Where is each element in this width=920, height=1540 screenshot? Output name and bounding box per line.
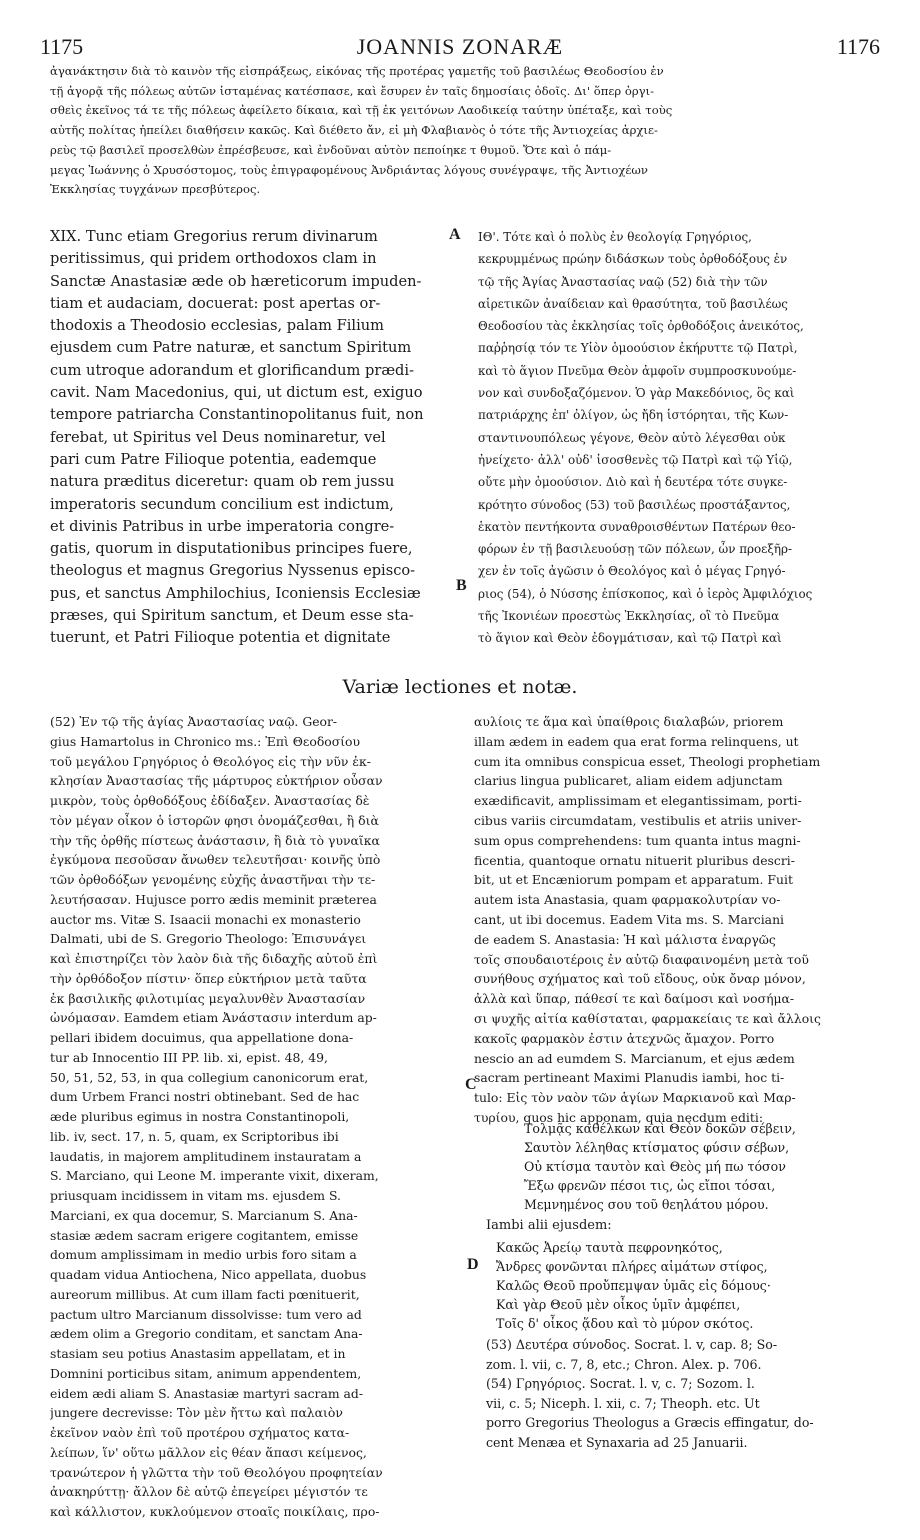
note-52-right-column: αυλίοις τε ἅμα καὶ ὑπαίθροις διαλαβών, priorem illam ædem in eadem qua erat forma relinquens, ut cum ita omnibus conspicua esset, Theologi prophetiam clarius lingua publicaret, aliam eidem adjunctam exædificavit, amplissimam et elegantissimam, porti- cibus variis circumdatam, vestibulis et atriis univer- sum opus comprehendens: tum quanta intus magni- ficentia, quantoque ornatu nituerit pluribus descri- bit, ut et Encæniorum pompam et apparatum. Fuit autem ista Anastasia, quam φαρμακολυτρίαν vo- cant, ut ibi docemus. Eadem Vita ms. S. Marciani de eadem S. Anastasia: Ἡ καὶ μάλιστα ἐναργῶς τοῖς σπουδαιοτέροις ἐν αὐτῷ διαφαινομένη μετὰ τοῦ συνήθους σχήματος καὶ τοῦ εἴδους, οὐκ ὄναρ μόνον, ἀλλὰ καὶ ὕπαρ, πάθεσί τε καὶ δαίμοσι καὶ νοσήμα- σι ψυχῆς αἰτία καθίσταται, φαρμακείαις τε καὶ ἄλλοις κακοῖς φαρμακὸν ἐστιν ἀτεχνῶς ἄμαχον. Porro nescio an ad eumdem S. Marcianum, et ejus ædem sacram pertineant Maximi Planudis iambi, hoc ti- tulo: Εἰς τὸν ναὸν τῶν ἁγίων Μαρκιανοῦ καὶ Μαρ- τυρίου, quos hic apponam, quia necdum editi: — [474, 714, 821, 1125]
greek-text-column: ΙΘ'. Τότε καὶ ὁ πολὺς ἐν θεολογίᾳ Γρηγόριος, κεκρυμμένως πρώην διδάσκων τοὺς ὀρθοδόξους ἐν τῷ τῆς Ἁγίας Ἀναστασίας ναῷ (52) διὰ τὴν τῶν αἱρετικῶν ἀναίδειαν καὶ θρασύτητα, τοῦ βασιλέως Θεοδοσίου τὰς ἐκκλησίας τοῖς ὀρθοδόξοις ἀνεικότος, παῤῥησίᾳ τόν τε Υἱὸν ὁμοούσιον ἐκήρυττε τῷ Πατρὶ, καὶ τὸ ἅγιον Πνεῦμα Θεὸν ἀμφοῖν συμπροσκυνούμε- νον καὶ συνδοξαζόμενον. Ὁ γὰρ Μακεδόνιος, ὃς καὶ πατριάρχης ἐπ' ὀλίγον, ὡς ἤδη ἱστόρηται, τῆς Κων- σταντινουπόλεως γέγονε, Θεὸν αὐτὸ λέγεσθαι οὐκ ἠνείχετο· ἀλλ' οὐδ' ἰσοσθενὲς τῷ Πατρὶ καὶ τῷ Υἱῷ, οὔτε μὴν ὁμοούσιον. Διὸ καὶ ἡ δευτέρα τότε συγκε- κρότητο σύνοδος (53) τοῦ βασιλέως προστάξαντος, ἑκατὸν πεντήκοντα συναθροισθέντων Πατέρων θεο- φόρων ἐν τῇ βασιλευούσῃ τῶν πόλεων, ὧν προεξῆρ- χεν ἐν τοῖς ἀγῶσιν ὁ Θεολόγος καὶ ὁ μέγας Γρηγό- ριος (54), ὁ Νύσσης ἐπίσκοπος, καὶ ὁ ἱερὸς Ἀμφιλόχιος τῆς Ἰκονιέων προεστὼς Ἐκκλησίας, οἳ τὸ Πνεῦμα τὸ ἅγιον καὶ Θεὸν ἐδογμάτισαν, καὶ τῷ Πατρὶ καὶ — [478, 230, 813, 646]
notes-53-54: (53) Δευτέρα σύνοδος. Socrat. l. v, cap. 8; So- zom. l. vii, c. 7, 8, etc.; Chron. Alex. p. 706. (54) Γρηγόριος. Socrat. l. v, c. 7; Sozom. l. vii, c. 5; Niceph. l. xii, c. 7; Theoph. etc. Ut porro Gregorius Theologus a Græcis effingatur, do- cent Menæa et Synaxaria ad 25 Januarii. — [486, 1337, 814, 1450]
note-52-left-column: (52) Ἐν τῷ τῆς ἁγίας Ἀναστασίας ναῷ. Geor- gius Hamartolus in Chronico ms.: Ἐπὶ Θεοδοσίου τοῦ μεγάλου Γρηγόριος ὁ Θεολόγος εἰς τὴν νῦν ἐκ- κλησίαν Ἀναστασίας τῆς μάρτυρος εὐκτήριον οὖσαν μικρὸν, τοὺς ὀρθοδόξους ἐδίδαξεν. Ἀναστασίας δὲ τὸν μέγαν οἶκον ὁ ἱστορῶν φησι ὀνομάζεσθαι, ἢ διὰ τὴν τῆς ὀρθῆς πίστεως ἀνάστασιν, ἢ διὰ τὸ γυναῖκα ἐγκύμονα πεσοῦσαν ἄνωθεν τελευτῆσαι· κοινῆς ὑπὸ τῶν ὀρθοδόξων γενομένης εὐχῆς ἀναστῆναι τὴν τε- λευτήσασαν. Hujusce porro ædis meminit præterea auctor ms. Vitæ S. Isaacii monachi ex monasterio Dalmati, ubi de S. Gregorio Theologo: Ἐπισυνάγει καὶ ἐπιστηρίζει τὸν λαὸν διὰ τῆς διδαχῆς αὐτοῦ ἐπὶ τὴν ὀρθόδοξον πίστιν· ὅπερ εὐκτήριον μετὰ ταῦτα ἐκ βασιλικῆς φιλοτιμίας μεγαλυνθὲν Ἀναστασίαν ὠνόμασαν. Eamdem etiam Ἀνάστασιν interdum ap- pellari ibidem docuimus, qua appellatione dona- tur ab Innocentio III PP. lib. xi, epist. 48, 49, 50, 51, 52, 53, in qua collegium canonicorum erat, dum Urbem Franci nostri obtinebant. Sed de hac æde pluribus egimus in nostra Constantinopoli, lib. iv, sect. 17, n. 5, quam, ex Scriptoribus ibi laudatis, in majorem amplitudinem instauratam a S. Marciano, qui Leone M. imperante vixit, dixeram, priusquam incidissem in vitam ms. ejusdem S. Marciani, ex qua docemur, S. Marcianum S. Ana- stasiæ ædem sacram erigere cogitantem, emisse domum amplissimam in medio urbis foro sitam a quadam vidua Antiochena, Nico appellata, duobus aureorum millibus. At cum illam facti pœnituerit, pactum ultro Marcianum dissolvisse: tum vero ad ædem olim a Gregorio conditam, et sanctam Ana- stasiam seu potius Anastasim appellatam, et in Domnini porticibus sitam, animum appendentem, eidem ædi aliam S. Anastasiæ martyri sacram ad- jungere decrevisse: Τὸν μὲν ἤττω καὶ παλαιὸν ἐκεῖνον ναὸν ἐπὶ τοῦ προτέρου σχήματος κατα- λείπων, ἵν' οὕτω μᾶλλον εἰς θέαν ἅπασι κείμενος, τρανώτερον ἡ γλῶττα τὴν τοῦ Θεολόγου προφητείαν ἀνακηρύττῃ· ἄλλον δὲ αὐτῷ ἐπεγείρει μέγιστόν τε καὶ κάλλιστον, κυκλούμενον στοαῖς ποικίλαις, προ- — [50, 714, 383, 1519]
margin-letter-c: C — [465, 1076, 477, 1093]
margin-letter-b: B — [456, 577, 467, 594]
planudes-iambi-poem: Τολμᾷς καθέλκων καὶ Θεὸν δοκῶν σέβειν, Σαυτὸν λέληθας κτίσματος φύσιν σέβων, Οὐ κτίσμα ταυτὸν καὶ Θεὸς μή πω τόσον Ἔξω φρενῶν πέσοι τις, ὡς εἴποι τόσαι, Μεμνημένος σου τοῦ θεηλάτου μόρου. — [524, 1121, 796, 1212]
running-title: JOANNIS ZONARÆ — [356, 34, 564, 59]
margin-letter-a: A — [449, 226, 461, 243]
margin-letter-d: D — [467, 1256, 479, 1273]
latin-translation-column: XIX. Tunc etiam Gregorius rerum divinarum peritissimus, qui pridem orthodoxos clam in Sanctæ Anastasiæ æde ob hæreticorum impuden- tiam et audaciam, docuerat: post apertas or- thodoxis a Theodosio ecclesias, palam Filium ejusdem cum Patre naturæ, et sanctum Spiritum cum utroque adorandum et glorificandum prædi- cavit. Nam Macedonius, qui, ut dictum est, exiguo tempore patriarcha Constantinopolitanus fuit, non ferebat, ut Spiritus vel Deus nominaretur, vel pari cum Patre Filioque potentia, eademque natura præditus diceretur: quam ob rem jussu imperatoris secundum concilium est indictum, et divinis Patribus in urbe imperatoria congre- gatis, quorum in disputationibus principes fuere, theologus et magnus Gregorius Nyssenus episco- pus, et sanctus Amphilochius, Iconiensis Ecclesiæ præses, qui Spiritum sanctum, et Deum esse sta- tuerunt, et Patri Filioque potentia et dignitate — [50, 228, 424, 647]
top-greek-paragraph: ἀγανάκτησιν διὰ τὸ καινὸν τῆς εἰσπράξεως, εἰκόνας τῆς προτέρας γαμετῆς τοῦ βασιλέως Θεοδοσίου ἐν τῇ ἀγορᾷ τῆς πόλεως αὐτῶν ἱσταμένας κατέσπασε, καὶ ἔσυρεν ἐν ταῖς δημοσίαις ὁδοῖς. Δι' ὅπερ ὀργι- σθεὶς ἐκεῖνος τά τε τῆς πόλεως ἀφείλετο δίκαια, καὶ τῇ ἐκ γειτόνων Λαοδικείᾳ ταύτην ὑπέταξε, καὶ τοὺς αὐτῆς πολίτας ἠπείλει διαθήσειν κακῶς. Καὶ διέθετο ἄν, εἰ μὴ Φλαβιανὸς ὁ τότε τῆς Ἀντιοχείας ἀρχιε- ρεὺς τῷ βασιλεῖ προσελθὼν ἐπρέσβευσε, καὶ ἐνδοῦναι αὐτὸν πεποίηκε τ θυμοῦ. Ὅτε καὶ ὁ πάμ- μεγας Ἰωάννης ὁ Χρυσόστομος, τοὺς ἐπιγραφομένους Ἀνδριάντας λόγους συνέγραψε, τῆς Ἀντιοχέων Ἐκκλησίας τυγχάνων πρεσβύτερος. — [50, 64, 673, 197]
left-page-number: 1175 — [40, 34, 84, 59]
running-header — [40, 34, 880, 60]
right-page-number: 1176 — [836, 34, 880, 59]
variae-lectiones-heading: Variæ lectiones et notæ. — [342, 676, 578, 698]
second-iambi-poem: Κακῶς Ἀρείῳ ταυτὰ πεφρονηκότος, Ἄνδρες φονῶνται πλήρες αἱμάτων στίφος, Καλῶς Θεοῦ προὔπεμψαν ὑμᾶς εἰς δόμους· Καὶ γὰρ Θεοῦ μὲν οἶκος ὑμῖν ἀμφέπει, Τοῖς δ' οἶκος ᾅδου καὶ τὸ μύρον σκότος. — [496, 1240, 771, 1331]
iambi-alii-label: Iambi alii ejusdem: — [486, 1218, 612, 1233]
